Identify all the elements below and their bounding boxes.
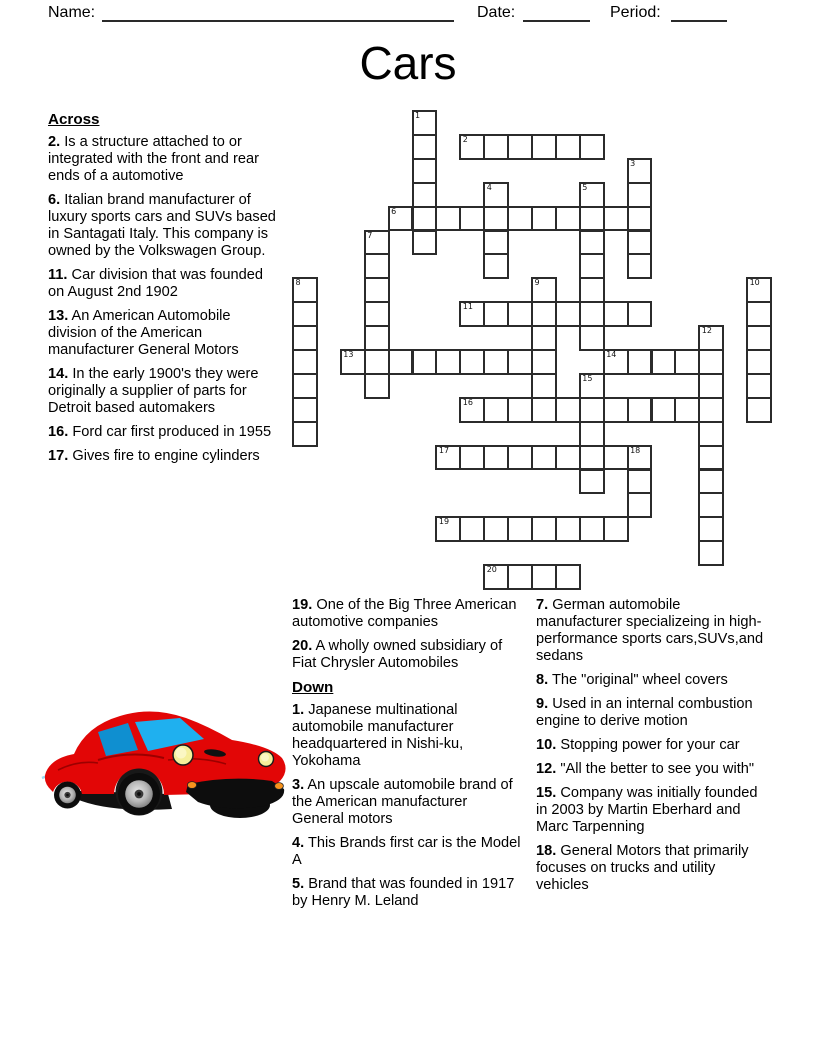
grid-cell-r10-c4[interactable] [388, 349, 414, 375]
grid-cell-r14-c13[interactable] [603, 445, 629, 471]
grid-cell-r10-c16[interactable] [674, 349, 700, 375]
grid-cell-r10-c8[interactable] [483, 349, 509, 375]
clue-down-7: 7. German automobile manufacturer specializeing in high-performance sports cars,SUVs,and sedans [536, 597, 764, 664]
grid-cell-r15-c17[interactable] [698, 469, 724, 495]
grid-cell-r5-c5[interactable] [412, 230, 438, 256]
clue-across-2: 2. Is a structure attached to or integrated with the front and rear ends of a automotive [48, 134, 259, 184]
grid-cell-r14-c17[interactable] [698, 445, 724, 471]
cell-number-5: 5 [582, 182, 588, 192]
grid-cell-r7-c0[interactable] [292, 277, 318, 303]
grid-cell-r4-c5[interactable] [412, 206, 438, 232]
grid-cell-r8-c10[interactable] [531, 301, 557, 327]
grid-cell-r1-c5[interactable] [412, 134, 438, 160]
grid-cell-r12-c0[interactable] [292, 397, 318, 423]
grid-cell-r11-c17[interactable] [698, 373, 724, 399]
cell-number-7: 7 [367, 230, 373, 240]
clue-across-16: 16. Ford car first produced in 1955 [48, 424, 272, 440]
clue-across-11: 11. Car division that was founded on August 2nd 1902 [48, 267, 263, 300]
grid-cell-r4-c10[interactable] [531, 206, 557, 232]
clue-number: 7. [536, 597, 549, 613]
clue-number: 12. [536, 761, 557, 777]
grid-cell-r11-c12[interactable] [579, 373, 605, 399]
clue-across-19: 19. One of the Big Three American automotive companies [292, 597, 517, 630]
clue-number: 3. [292, 777, 305, 793]
grid-cell-r11-c3[interactable] [364, 373, 390, 399]
grid-cell-r2-c5[interactable] [412, 158, 438, 184]
cell-number-20: 20 [486, 565, 497, 575]
clue-down-9: 9. Used in an internal combustion engine to derive motion [536, 696, 753, 729]
clue-column-middle [292, 597, 522, 917]
clue-down-8: 8. The "original" wheel covers [536, 672, 728, 688]
grid-cell-r10-c0[interactable] [292, 349, 318, 375]
grid-cell-r9-c10[interactable] [531, 325, 557, 351]
cell-number-19: 19 [438, 517, 450, 527]
grid-cell-r10-c17[interactable] [698, 349, 724, 375]
clue-number: 20. [292, 638, 313, 654]
grid-cell-r13-c17[interactable] [698, 421, 724, 447]
grid-cell-r8-c8[interactable] [483, 301, 509, 327]
clue-number: 15. [536, 785, 557, 801]
car-indicator-left [187, 782, 196, 789]
clue-down-4: 4. This Brands first car is the Model A [292, 835, 521, 868]
grid-cell-r9-c0[interactable] [292, 325, 318, 351]
clue-across-17: 17. Gives fire to engine cylinders [48, 448, 260, 464]
grid-cell-r10-c13[interactable] [603, 349, 629, 375]
grid-cell-r15-c14[interactable] [627, 469, 653, 495]
clue-down-1: 1. Japanese multinational automobile manufacturer headquartered in Nishi-ku, Yokohama [292, 702, 464, 769]
grid-cell-r14-c14[interactable] [627, 445, 653, 471]
clue-column-right [536, 597, 770, 901]
cell-number-10: 10 [749, 278, 760, 288]
clue-number: 18. [536, 843, 557, 859]
grid-cell-r14-c6[interactable] [435, 445, 461, 471]
clue-number: 8. [536, 672, 549, 688]
grid-cell-r11-c19[interactable] [746, 373, 772, 399]
grid-cell-r12-c17[interactable] [698, 397, 724, 423]
clue-across-14: 14. In the early 1900's they were originally a supplier of parts for Detroit based automakers [48, 366, 259, 416]
clue-down-10: 10. Stopping power for your car [536, 737, 740, 753]
grid-cell-r10-c2[interactable] [340, 349, 366, 375]
clue-number: 10. [536, 737, 557, 753]
grid-cell-r10-c5[interactable] [412, 349, 438, 375]
grid-cell-r12-c16[interactable] [674, 397, 700, 423]
grid-cell-r12-c11[interactable] [555, 397, 581, 423]
grid-cell-r12-c14[interactable] [627, 397, 653, 423]
car-front-bumper [186, 779, 284, 809]
grid-cell-r5-c14[interactable] [627, 230, 653, 256]
grid-cell-r3-c5[interactable] [412, 182, 438, 208]
grid-cell-r10-c10[interactable] [531, 349, 557, 375]
cell-number-18: 18 [630, 445, 641, 455]
clue-number: 9. [536, 696, 549, 712]
grid-cell-r4-c7[interactable] [459, 206, 485, 232]
cell-number-4: 4 [486, 182, 492, 192]
cell-number-14: 14 [606, 350, 617, 359]
clue-number: 6. [48, 192, 61, 208]
grid-cell-r7-c3[interactable] [364, 277, 390, 303]
grid-cell-r12-c7[interactable] [459, 397, 485, 423]
grid-cell-r5-c3[interactable] [364, 230, 390, 256]
clue-across-20: 20. A wholly owned subsidiary of Fiat Chrysler Automobiles [292, 638, 503, 671]
car-headlight-far [259, 752, 274, 767]
clue-number: 2. [48, 134, 61, 150]
grid-cell-r9-c19[interactable] [746, 325, 772, 351]
grid-cell-r12-c15[interactable] [651, 397, 677, 423]
red-car-illustration [40, 698, 290, 838]
grid-cell-r4-c14[interactable] [627, 206, 653, 232]
name-label: Name: [48, 4, 96, 21]
clue-down-15: 15. Company was initially founded in 2003 by Martin Eberhard and Marc Tarpenning [536, 785, 758, 835]
grid-cell-r1-c9[interactable] [507, 134, 533, 160]
grid-cell-r10-c14[interactable] [627, 349, 653, 375]
grid-cell-r3-c8[interactable] [483, 182, 509, 208]
across-heading: Across [48, 111, 100, 128]
down-heading: Down [292, 679, 334, 696]
grid-cell-r10-c19[interactable] [746, 349, 772, 375]
car-indicator-right [275, 783, 284, 790]
cell-number-11: 11 [462, 302, 473, 312]
grid-cell-r10-c3[interactable] [364, 349, 390, 375]
grid-cell-r2-c14[interactable] [627, 158, 653, 184]
clue-down-3: 3. An upscale automobile brand of the American manufacturer General motors [292, 777, 513, 827]
grid-cell-r12-c9[interactable] [507, 397, 533, 423]
car-rear-wheel [54, 782, 81, 809]
grid-cell-r8-c19[interactable] [746, 301, 772, 327]
grid-cell-r7-c19[interactable] [746, 277, 772, 303]
grid-cell-r11-c10[interactable] [531, 373, 557, 399]
car-headlight-main [173, 745, 193, 765]
grid-cell-r10-c9[interactable] [507, 349, 533, 375]
grid-cell-r5-c12[interactable] [579, 230, 605, 256]
clue-number: 16. [48, 424, 69, 440]
grid-cell-r19-c9[interactable] [507, 564, 533, 590]
grid-cell-r6-c8[interactable] [483, 253, 509, 279]
clue-number: 11. [48, 267, 68, 283]
grid-cell-r12-c12[interactable] [579, 397, 605, 423]
cell-number-12: 12 [701, 326, 712, 336]
grid-cell-r16-c17[interactable] [698, 492, 724, 518]
grid-cell-r8-c0[interactable] [292, 301, 318, 327]
grid-cell-r0-c5[interactable] [412, 110, 438, 136]
clue-number: 1. [292, 702, 305, 718]
grid-cell-r16-c14[interactable] [627, 492, 653, 518]
grid-cell-r4-c4[interactable] [388, 206, 414, 232]
clue-column-left [48, 111, 278, 472]
cell-number-17: 17 [438, 445, 450, 455]
clue-number: 13. [48, 308, 69, 324]
grid-cell-r9-c12[interactable] [579, 325, 605, 351]
grid-cell-r12-c10[interactable] [531, 397, 557, 423]
cell-number-16: 16 [462, 397, 473, 407]
grid-cell-r4-c9[interactable] [507, 206, 533, 232]
grid-cell-r17-c6[interactable] [435, 516, 461, 542]
grid-cell-r14-c12[interactable] [579, 445, 605, 471]
grid-cell-r3-c12[interactable] [579, 182, 605, 208]
clue-down-18: 18. General Motors that primarily focuses on trucks and utility vehicles [536, 843, 749, 893]
grid-cell-r19-c11[interactable] [555, 564, 581, 590]
grid-cell-r4-c11[interactable] [555, 206, 581, 232]
grid-cell-r12-c13[interactable] [603, 397, 629, 423]
grid-cell-r12-c19[interactable] [746, 397, 772, 423]
grid-cell-r4-c13[interactable] [603, 206, 629, 232]
clue-across-13: 13. An American Automobile division of the American manufacturer General Motors [48, 308, 239, 358]
grid-cell-r6-c12[interactable] [579, 253, 605, 279]
grid-cell-r13-c0[interactable] [292, 421, 318, 447]
grid-cell-r1-c7[interactable] [459, 134, 485, 160]
date-blank-line[interactable] [523, 4, 590, 22]
grid-cell-r4-c8[interactable] [483, 206, 509, 232]
grid-cell-r10-c6[interactable] [435, 349, 461, 375]
cell-number-6: 6 [391, 206, 397, 216]
grid-cell-r14-c10[interactable] [531, 445, 557, 471]
grid-cell-r1-c11[interactable] [555, 134, 581, 160]
grid-cell-r17-c12[interactable] [579, 516, 605, 542]
cell-number-1: 1 [415, 111, 421, 120]
grid-cell-r14-c11[interactable] [555, 445, 581, 471]
grid-cell-r11-c0[interactable] [292, 373, 318, 399]
grid-cell-r14-c8[interactable] [483, 445, 509, 471]
grid-cell-r10-c7[interactable] [459, 349, 485, 375]
grid-cell-r9-c3[interactable] [364, 325, 390, 351]
grid-cell-r8-c11[interactable] [555, 301, 581, 327]
grid-cell-r6-c3[interactable] [364, 253, 390, 279]
grid-cell-r1-c8[interactable] [483, 134, 509, 160]
grid-cell-r13-c12[interactable] [579, 421, 605, 447]
date-label: Date: [477, 4, 516, 21]
grid-cell-r9-c17[interactable] [698, 325, 724, 351]
grid-cell-r4-c12[interactable] [579, 206, 605, 232]
grid-cell-r4-c6[interactable] [435, 206, 461, 232]
grid-cell-r8-c9[interactable] [507, 301, 533, 327]
grid-cell-r10-c15[interactable] [651, 349, 677, 375]
grid-cell-r14-c7[interactable] [459, 445, 485, 471]
clue-down-12: 12. "All the better to see you with" [536, 761, 755, 777]
grid-cell-r17-c11[interactable] [555, 516, 581, 542]
grid-cell-r8-c7[interactable] [459, 301, 485, 327]
grid-cell-r17-c8[interactable] [483, 516, 509, 542]
period-blank-line[interactable] [671, 4, 727, 22]
name-blank-line[interactable] [102, 4, 454, 22]
grid-cell-r17-c9[interactable] [507, 516, 533, 542]
grid-cell-r15-c12[interactable] [579, 469, 605, 495]
grid-cell-r1-c10[interactable] [531, 134, 557, 160]
clue-down-5: 5. Brand that was founded in 1917 by Henry M. Leland [292, 876, 515, 909]
grid-cell-r17-c7[interactable] [459, 516, 485, 542]
grid-cell-r12-c8[interactable] [483, 397, 509, 423]
grid-cell-r7-c12[interactable] [579, 277, 605, 303]
period-label: Period: [610, 4, 661, 21]
clue-number: 14. [48, 366, 69, 382]
grid-cell-r8-c14[interactable] [627, 301, 653, 327]
car-front-wheel [116, 769, 163, 816]
cell-number-9: 9 [534, 278, 540, 288]
grid-cell-r17-c17[interactable] [698, 516, 724, 542]
grid-cell-r8-c12[interactable] [579, 301, 605, 327]
grid-cell-r8-c3[interactable] [364, 301, 390, 327]
clue-number: 4. [292, 835, 305, 851]
cell-number-13: 13 [343, 350, 354, 359]
page-title: Cars [359, 37, 457, 89]
clue-number: 5. [292, 876, 305, 892]
grid-cell-r17-c10[interactable] [531, 516, 557, 542]
clue-across-6: 6. Italian brand manufacturer of luxury sports cars and SUVs based in Santagati Italy. This company is owned by the Volkswagen Group. [48, 192, 276, 259]
grid-cell-r1-c12[interactable] [579, 134, 605, 160]
grid-cell-r8-c13[interactable] [603, 301, 629, 327]
grid-cell-r18-c17[interactable] [698, 540, 724, 566]
clue-number: 17. [48, 448, 69, 464]
grid-cell-r17-c13[interactable] [603, 516, 629, 542]
grid-cell-r3-c14[interactable] [627, 182, 653, 208]
cell-number-2: 2 [462, 134, 468, 144]
grid-cell-r7-c10[interactable] [531, 277, 557, 303]
cell-number-8: 8 [295, 278, 301, 288]
grid-cell-r19-c8[interactable] [483, 564, 509, 590]
grid-cell-r14-c9[interactable] [507, 445, 533, 471]
cell-number-3: 3 [630, 158, 636, 168]
grid-cell-r6-c14[interactable] [627, 253, 653, 279]
clue-number: 19. [292, 597, 313, 613]
cell-number-15: 15 [582, 373, 593, 383]
grid-cell-r19-c10[interactable] [531, 564, 557, 590]
grid-cell-r5-c8[interactable] [483, 230, 509, 256]
